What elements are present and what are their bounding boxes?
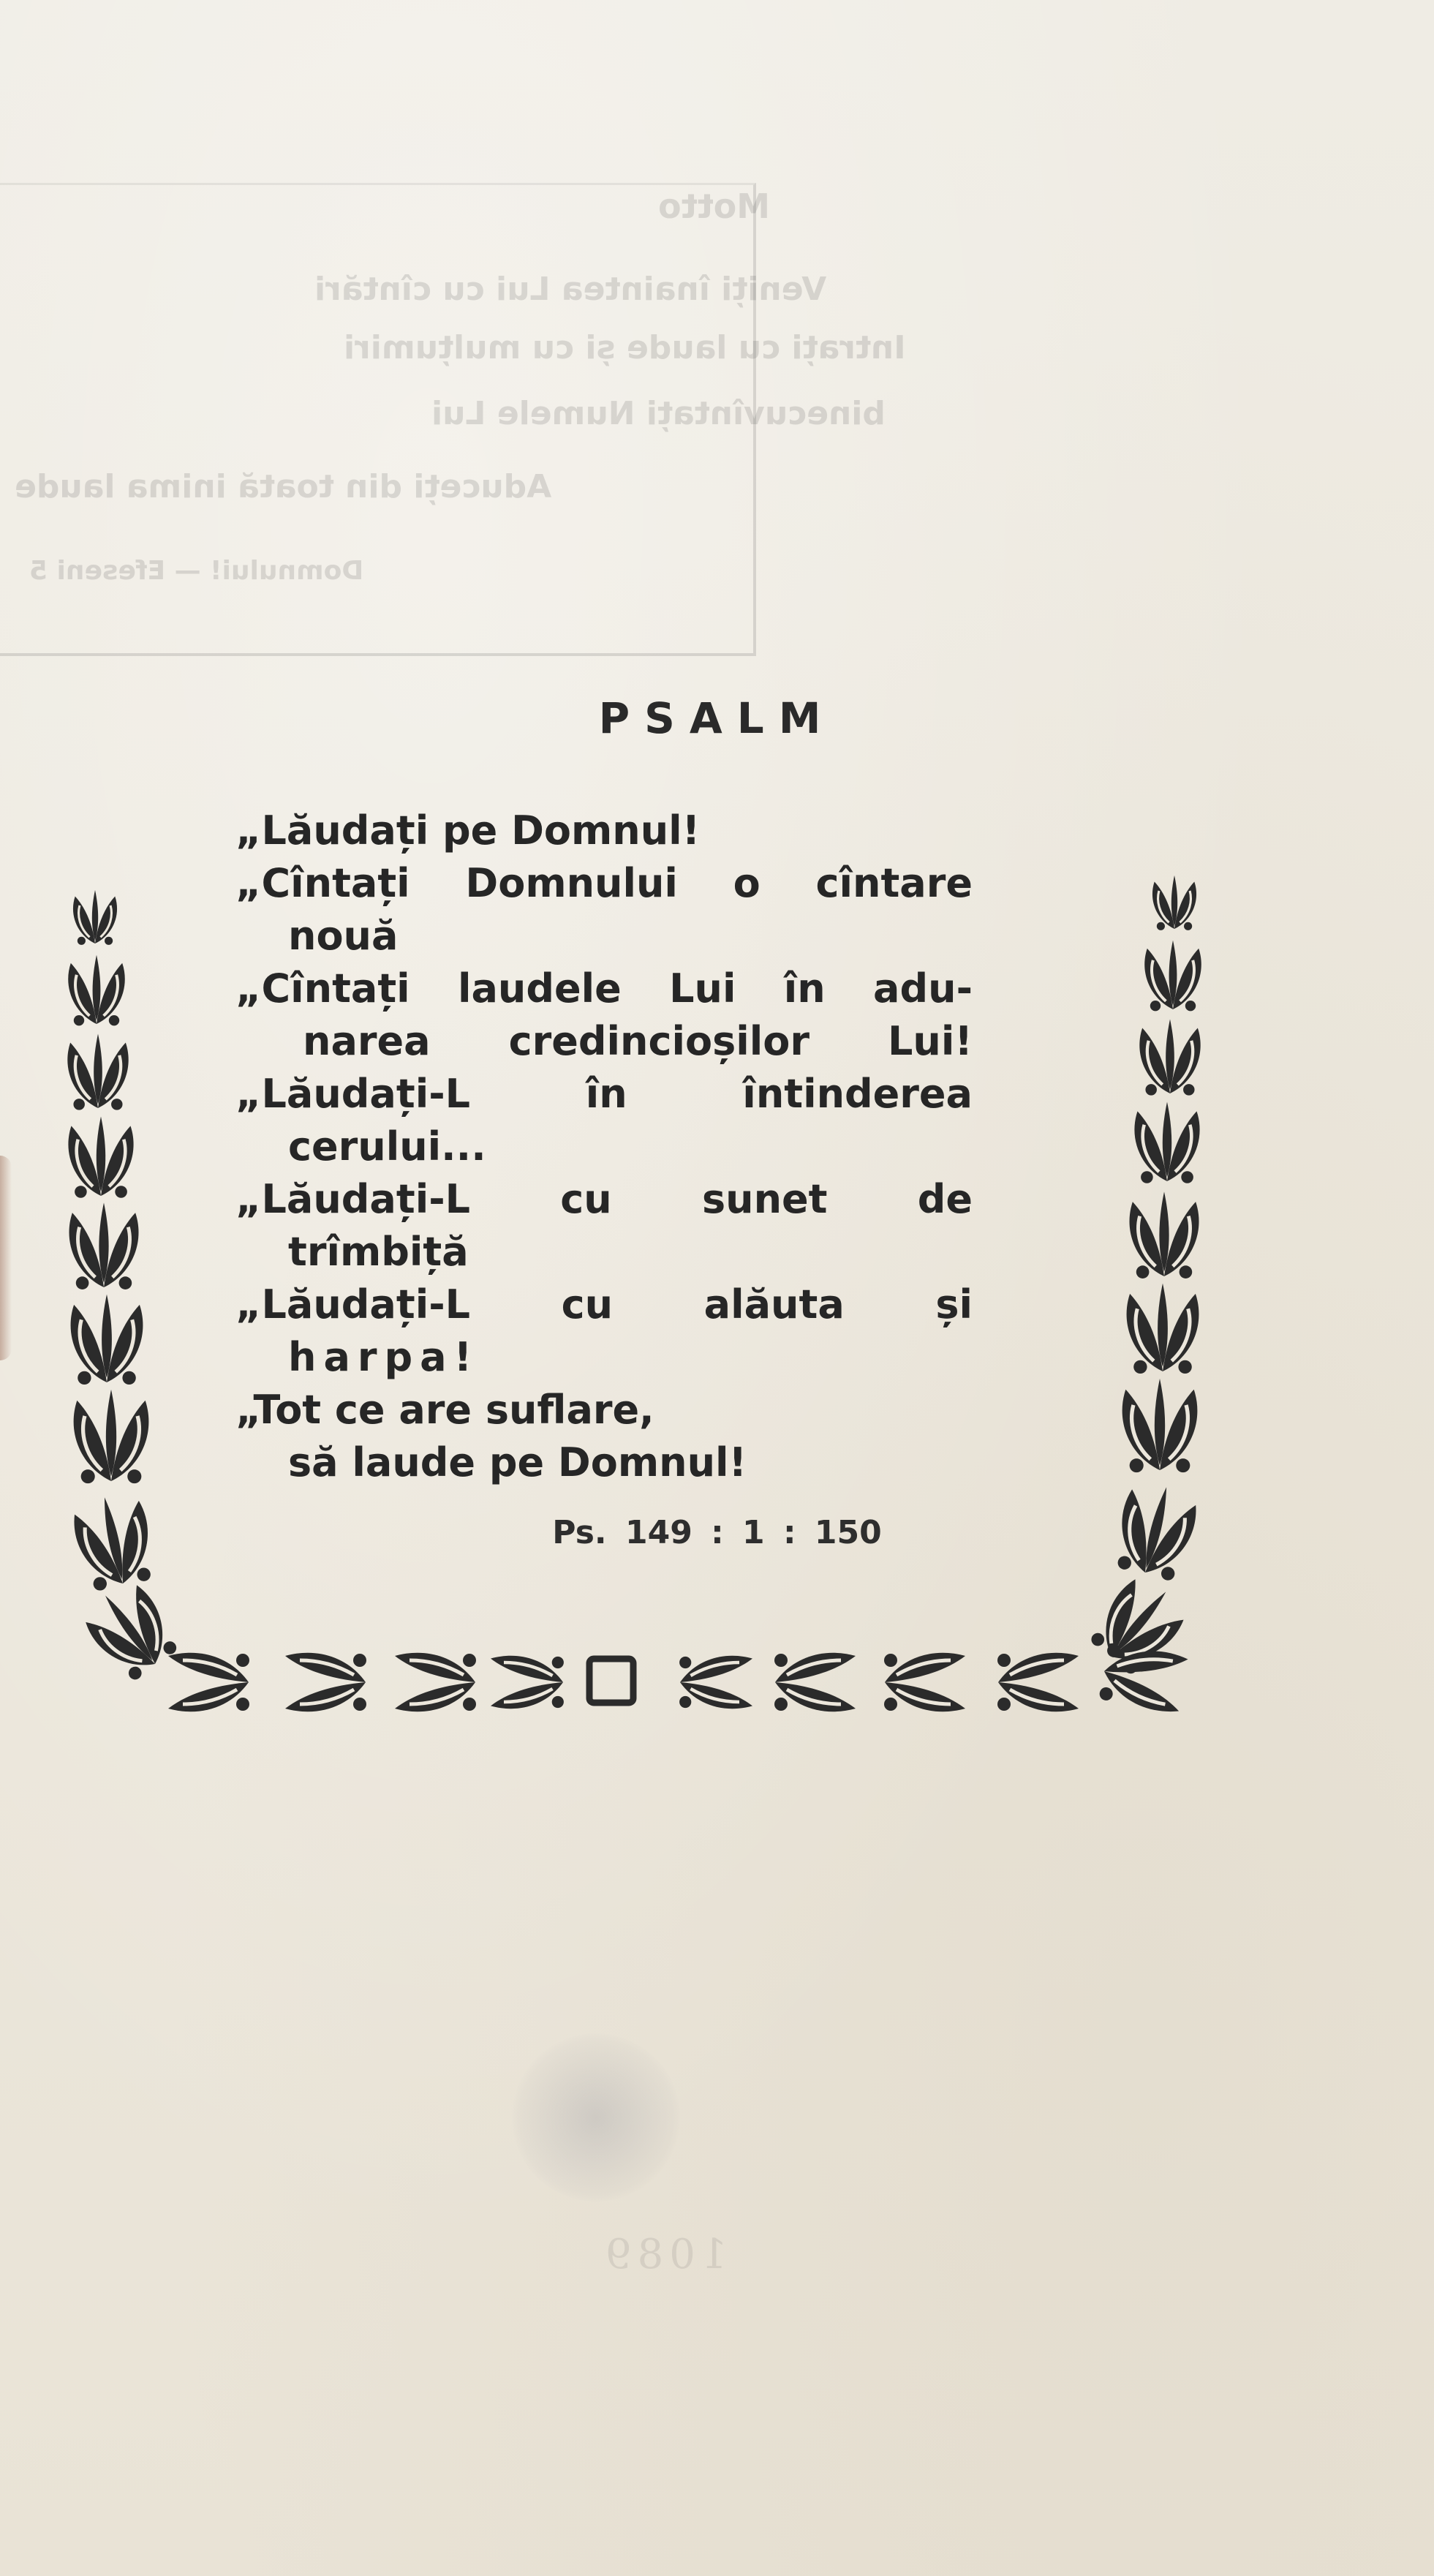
poem-line: „Lăudați-L cu sunet de: [235, 1176, 973, 1222]
poem-line: „Cîntați laudele Lui în adu-: [235, 965, 973, 1012]
show-through-text: Aduceți din toată inima laude: [15, 468, 552, 505]
psalm-poem: [235, 805, 973, 1489]
scripture-reference: Ps. 149 : 1 : 150: [552, 1514, 882, 1551]
show-through-page-number: 1089: [600, 2231, 728, 2278]
laurel-bottom-left-icon: [168, 1653, 564, 1711]
show-through-text: binecuvîntați Numele Lui: [431, 395, 886, 432]
poem-line: „Lăudați-L în întinderea: [235, 1071, 973, 1117]
show-through-text: Domnului! — Efeseni 5: [29, 556, 364, 586]
laurel-branch-left-icon: [67, 890, 184, 1686]
poem-line: „Lăudați-L cu alăuta și: [235, 1281, 973, 1327]
show-through-text: Motto: [658, 187, 770, 226]
poem-line: narea credincioșilor Lui!: [303, 1018, 973, 1064]
laurel-branch-right-icon: [1084, 875, 1201, 1681]
poem-line: trîmbiță: [288, 1229, 469, 1275]
poem-line: să laude pe Domnul!: [288, 1439, 747, 1485]
poem-line: „Cîntați Domnului o cîntare: [235, 860, 973, 906]
poem-line: nouă: [288, 913, 399, 959]
poem-line: cerului...: [288, 1123, 486, 1170]
laurel-bottom-right-icon: [679, 1642, 1188, 1714]
show-through-text: Veniți înaintea Lui cu cîntări: [314, 271, 827, 308]
poem-line: „Tot ce are suflare,: [235, 1387, 654, 1433]
show-through-text: Intrați cu laude și cu mulțumiri: [344, 329, 906, 366]
poem-line: harpa!: [288, 1334, 480, 1380]
center-square-icon: [589, 1659, 633, 1703]
page-title: PSALM: [598, 693, 836, 743]
poem-line: „Lăudați pe Domnul!: [235, 807, 701, 854]
